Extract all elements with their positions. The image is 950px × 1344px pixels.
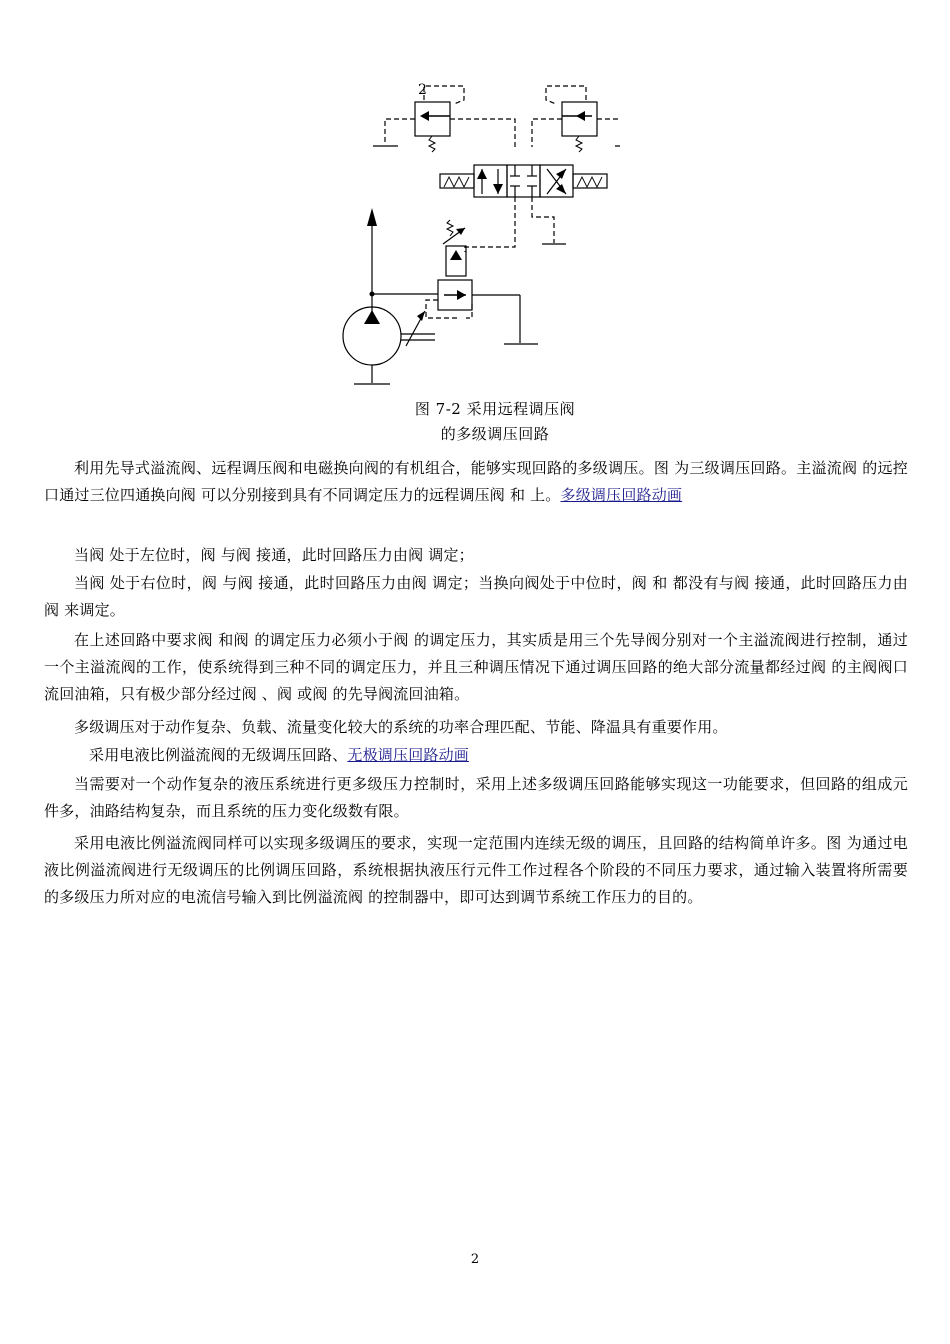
section-heading	[44, 742, 908, 769]
paragraph-6: 当需要对一个动作复杂的液压系统进行更多级压力控制时，采用上述多级调压回路能够实现这一功能要求，但回路的组成元件多，油路结构复杂，而且系统的压力变化级数有限。	[44, 775, 908, 820]
multi-level-animation-link[interactable]: 多级调压回路动画	[560, 486, 683, 504]
paragraph-5: 多级调压对于动作复杂、负载、流量变化较大的系统的功率合理匹配、节能、降温具有重要作用。	[74, 718, 728, 736]
figure-caption-line2: 的多级调压回路	[440, 425, 550, 443]
figure-caption-line1: 图 7-2 采用远程调压阀	[414, 400, 576, 418]
paragraph-2: 当阀 处于左位时，阀 与阀 接通，此时回路压力由阀 调定；	[74, 546, 474, 564]
remote-valve-3	[532, 86, 620, 152]
hydraulic-circuit-diagram	[340, 78, 620, 390]
valve-label-2: 2	[418, 82, 427, 98]
section-heading-text: 采用电液比例溢流阀的无级调压回路、	[89, 746, 348, 764]
page-number: 2	[470, 1252, 480, 1267]
remote-valve-2	[373, 86, 515, 152]
directional-valve	[440, 165, 607, 252]
paragraph-7: 采用电液比例溢流阀同样可以实现多级调压的要求，实现一定范围内连续无级的调压，且回路的结构简单许多。图 为通过电液比例溢流阀进行无级调压的比例调压回路，系统根据执液压行元件工作过程各个阶段的不同压力要求，通过输入装置将所需要的多级压力所对应的电流信号输入到比例溢流阀 的控制器中，即可达到调节系统工作压力的目的。	[44, 834, 908, 906]
stepless-animation-link[interactable]: 无极调压回路动画	[347, 746, 470, 764]
paragraph-4: 在上述回路中要求阀 和阀 的调定压力必须小于阀 的调定压力，其实质是用三个先导阀分别对一个主溢流阀进行控制，通过一个主溢流阀的工作，使系统得到三种不同的调定压力，并且三种调压情况下通过调压回路的绝大部分流量都经过阀 的主阀阀口流回油箱，只有极少部分经过阀 、阀 或阀 的先导阀流回油箱。	[44, 631, 908, 703]
main-relief-valve	[426, 220, 538, 344]
paragraph-1-text: 利用先导式溢流阀、远程调压阀和电磁换向阀的有机组合，能够实现回路的多级调压。图 为三级调压回路。主溢流阀 的远控口通过三位四通换向阀 可以分别接到具有不同调定压力的远程调压阀 和 上。	[44, 459, 908, 504]
paragraph-3: 当阀 处于右位时，阀 与阀 接通，此时回路压力由阀 调定；当换向阀处于中位时，阀 和 都没有与阀 接通，此时回路压力由阀 来调定。	[44, 574, 908, 619]
pump	[343, 208, 438, 384]
paragraph-1	[44, 455, 908, 509]
